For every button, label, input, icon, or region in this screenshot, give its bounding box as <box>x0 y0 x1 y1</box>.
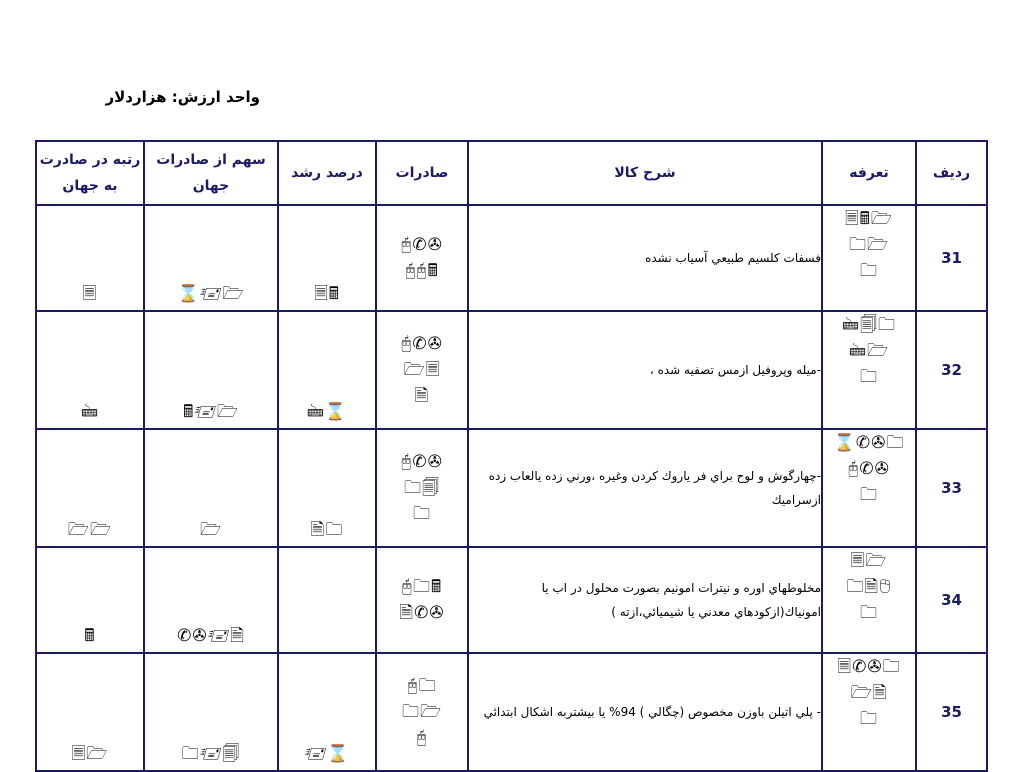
rank-glyphs: 🗏🗁 <box>71 744 109 764</box>
growth-glyphs: 🖅⌛ <box>304 744 350 764</box>
currency-unit-label: واحد ارزش: هزاردلار <box>105 88 260 106</box>
exports-glyphs: 🗁🗏 <box>403 360 441 380</box>
table-row <box>36 311 987 429</box>
exports-glyphs: 🖰🗀🖩 <box>401 577 443 597</box>
tariff-glyphs: 🗀 <box>860 603 878 623</box>
growth-glyphs: 🗏🖩 <box>314 284 340 304</box>
tariff-glyphs: 🖮🗁 <box>848 341 890 361</box>
exports-glyphs: 🗎 <box>414 386 430 406</box>
tariff-cell <box>822 205 916 311</box>
exports-table <box>35 140 988 772</box>
share-cell <box>144 311 278 429</box>
share-glyphs: ⌛🖅🗁 <box>177 284 245 304</box>
growth-cell <box>278 547 376 653</box>
growth-cell <box>278 429 376 547</box>
rank-glyphs: 🗁🗁 <box>67 520 113 540</box>
tariff-glyphs: 🗁🗎 <box>850 683 888 703</box>
row-number: 31 <box>916 205 987 311</box>
tariff-glyphs: 🖮🗐🗀 <box>842 315 896 335</box>
rank-cell <box>36 311 144 429</box>
header-growth: درصد رشد <box>278 141 376 205</box>
exports-glyphs: 🖰🗀 <box>407 676 437 696</box>
tariff-glyphs: 🗀🗁 <box>848 235 890 255</box>
share-glyphs: 🗁 <box>199 520 223 540</box>
table-row <box>36 205 987 311</box>
exports-glyphs: 🗎✆✇ <box>399 603 445 623</box>
exports-glyphs: 🖰🖰🖩 <box>405 261 439 281</box>
header-exports: صادرات <box>376 141 468 205</box>
row-number: 34 <box>916 547 987 653</box>
rank-cell <box>36 547 144 653</box>
exports-glyphs: 🖰 <box>416 728 428 748</box>
rank-cell <box>36 429 144 547</box>
tariff-cell <box>822 547 916 653</box>
tariff-glyphs: ⌛✆✇🗀 <box>833 433 905 453</box>
header-description: شرح كالا <box>468 141 822 205</box>
rank-glyphs: 🖩 <box>84 626 96 646</box>
rank-cell <box>36 205 144 311</box>
header-tariff: تعرفه <box>822 141 916 205</box>
growth-glyphs: 🖮⌛ <box>306 402 348 422</box>
exports-cell <box>376 653 468 771</box>
exports-glyphs: 🗀 <box>413 504 431 524</box>
growth-cell <box>278 311 376 429</box>
growth-cell <box>278 653 376 771</box>
rank-glyphs: 🗏 <box>82 284 98 304</box>
exports-glyphs: 🖰✆✇ <box>401 334 443 354</box>
exports-cell <box>376 205 468 311</box>
header-share: سهم از صادرات جهان <box>144 141 278 205</box>
row-number: 32 <box>916 311 987 429</box>
table-row <box>36 653 987 771</box>
header-row-number: رديف <box>916 141 987 205</box>
exports-cell <box>376 311 468 429</box>
exports-glyphs: 🗀🗁 <box>401 702 443 722</box>
share-cell <box>144 429 278 547</box>
row-number: 33 <box>916 429 987 547</box>
tariff-glyphs: 🗀 <box>860 367 878 387</box>
exports-glyphs: 🖰✆✇ <box>401 235 443 255</box>
growth-glyphs: 🗎🗀 <box>310 520 344 540</box>
tariff-cell <box>822 311 916 429</box>
share-cell <box>144 547 278 653</box>
share-glyphs: 🗀🖅🗐 <box>181 744 241 764</box>
tariff-glyphs: 🗀 <box>860 485 878 505</box>
tariff-glyphs: 🗏✆✇🗀 <box>837 657 901 677</box>
description-cell: مخلوطهاي اوره و نيترات امونيم بصورت محلول در اب يا امونياك(ازكودهاي معدني يا شيميائي،ازته ) <box>468 547 822 653</box>
share-cell <box>144 653 278 771</box>
tariff-glyphs: 🗀🗎🖰 <box>846 577 892 597</box>
share-glyphs: 🖩🖅🗁 <box>183 402 239 422</box>
description-cell: -ميله وپروفيل ازمس تصفيه شده ، <box>468 311 822 429</box>
description-cell: - پلي اتيلن باوزن مخصوص (چگالي ) 94% يا بيشتربه اشكال ابتدائي <box>468 653 822 771</box>
description-cell: -چهارگوش و لوح براي فر ياروك كردن وغيره ،ورني زده يالعاب زده ازسراميك <box>468 429 822 547</box>
tariff-cell <box>822 429 916 547</box>
table-header-row <box>36 141 987 205</box>
share-cell <box>144 205 278 311</box>
description-cell: فسفات كلسيم طبيعي آسياب نشده <box>468 205 822 311</box>
table-row <box>36 547 987 653</box>
tariff-cell <box>822 653 916 771</box>
row-number: 35 <box>916 653 987 771</box>
tariff-glyphs: 🗏🗁 <box>850 551 888 571</box>
tariff-glyphs: 🗀 <box>860 261 878 281</box>
tariff-glyphs: 🖰✆✇ <box>848 459 890 479</box>
table-row <box>36 429 987 547</box>
exports-glyphs: 🖰✆✇ <box>401 452 443 472</box>
growth-cell <box>278 205 376 311</box>
tariff-glyphs: 🗀 <box>860 709 878 729</box>
exports-glyphs: 🗀🗐 <box>404 478 440 498</box>
rank-glyphs: 🖮 <box>81 402 99 422</box>
header-rank: رتبه در صادرت به جهان <box>36 141 144 205</box>
share-glyphs: ✆✇🖅🗎 <box>177 626 245 646</box>
rank-cell <box>36 653 144 771</box>
exports-cell <box>376 429 468 547</box>
tariff-glyphs: 🗏🖩🗁 <box>845 209 893 229</box>
exports-cell <box>376 547 468 653</box>
